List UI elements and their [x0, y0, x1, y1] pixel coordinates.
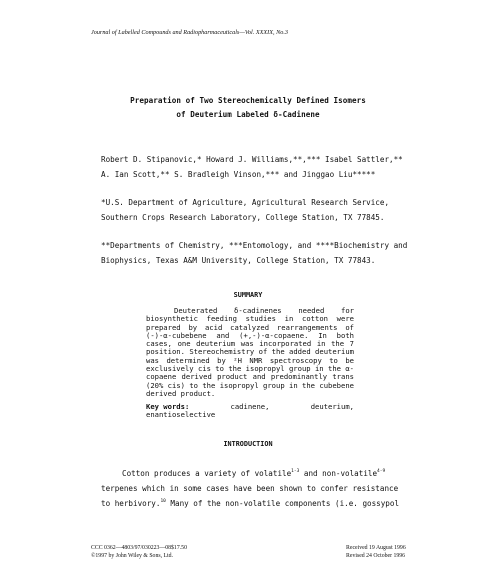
intro-text-d: Many of the non-volatile components (i.e. gossypol [165, 498, 400, 508]
citation-1-3: 1-3 [291, 469, 300, 474]
paper-title-line-2: of Deuterium Labeled δ-Cadinene [176, 110, 320, 119]
affiliation-usda-line-2: Southern Crops Research Laboratory, College Station, TX 77845. [101, 213, 385, 222]
citation-10: 10 [160, 498, 166, 504]
keywords-block [146, 403, 354, 420]
authors-line-1: Robert D. Stipanovic,* Howard J. Williams,**,*** Isabel Sattler,** [101, 155, 403, 164]
summary-text: Deuterated δ-cadinenes needed for biosynthetic feeding studies in cotton were prepared by acid catalyzed rearrangements of (-)-α-cubebene and (+,-)-α-copaene. In both cases, one deuterium was incorporated in the 7 position. Stereochemistry of the added deuterium was determined by ²H NMR spectroscopy to be exclusively cis to the isopropyl group in the α-copaene derived product and predominantly trans (20% cis) to the isopropyl group in the cubebene derived product. [146, 306, 354, 398]
summary-heading: SUMMARY [233, 291, 263, 299]
keyword-cadinene: cadinene, [230, 402, 270, 411]
affiliation-usda-line-1: *U.S. Department of Agriculture, Agricultural Research Service, [101, 198, 390, 207]
keyword-enantioselective: enantioselective [146, 410, 216, 420]
keyword-deuterium: deuterium, [310, 402, 354, 411]
footer-revised: Revised 24 October 1996 [346, 553, 406, 559]
introduction-paragraph [101, 467, 401, 511]
affiliation-tamu-line-1: **Departments of Chemistry, ***Entomology, and ****Biochemistry and [101, 241, 408, 250]
footer-received: Received 19 August 1996 [346, 545, 406, 551]
intro-text-b: and non-volatile [299, 469, 378, 478]
footer-ccc: CCC 0362—4803/97/030223—08$17.50 [91, 545, 187, 551]
authors-line-2: A. Ian Scott,** S. Bradleigh Vinson,*** and Jinggao Liu***** [101, 170, 376, 179]
citation-4-9: 4-9 [377, 469, 386, 474]
journal-header: Journal of Labelled Compounds and Radiopharmaceuticals—Vol. XXXIX, No.3 [91, 29, 288, 36]
intro-text-c: terpenes which in some cases have been shown to confer resistance to herbivory. [101, 483, 399, 508]
introduction-heading: INTRODUCTION [223, 440, 273, 448]
paper-title-line-1: Preparation of Two Stereochemically Defined Isomers [130, 96, 366, 105]
keywords-label: Key words: [146, 402, 190, 411]
introduction-text [101, 467, 401, 511]
intro-text-a: Cotton produces a variety of volatile [122, 469, 292, 478]
footer-copyright: ©1997 by John Wiley & Sons, Ltd. [91, 553, 174, 559]
summary-abstract [146, 307, 354, 398]
affiliation-tamu-line-2: Biophysics, Texas A&M University, College Station, TX 77843. [101, 256, 376, 265]
